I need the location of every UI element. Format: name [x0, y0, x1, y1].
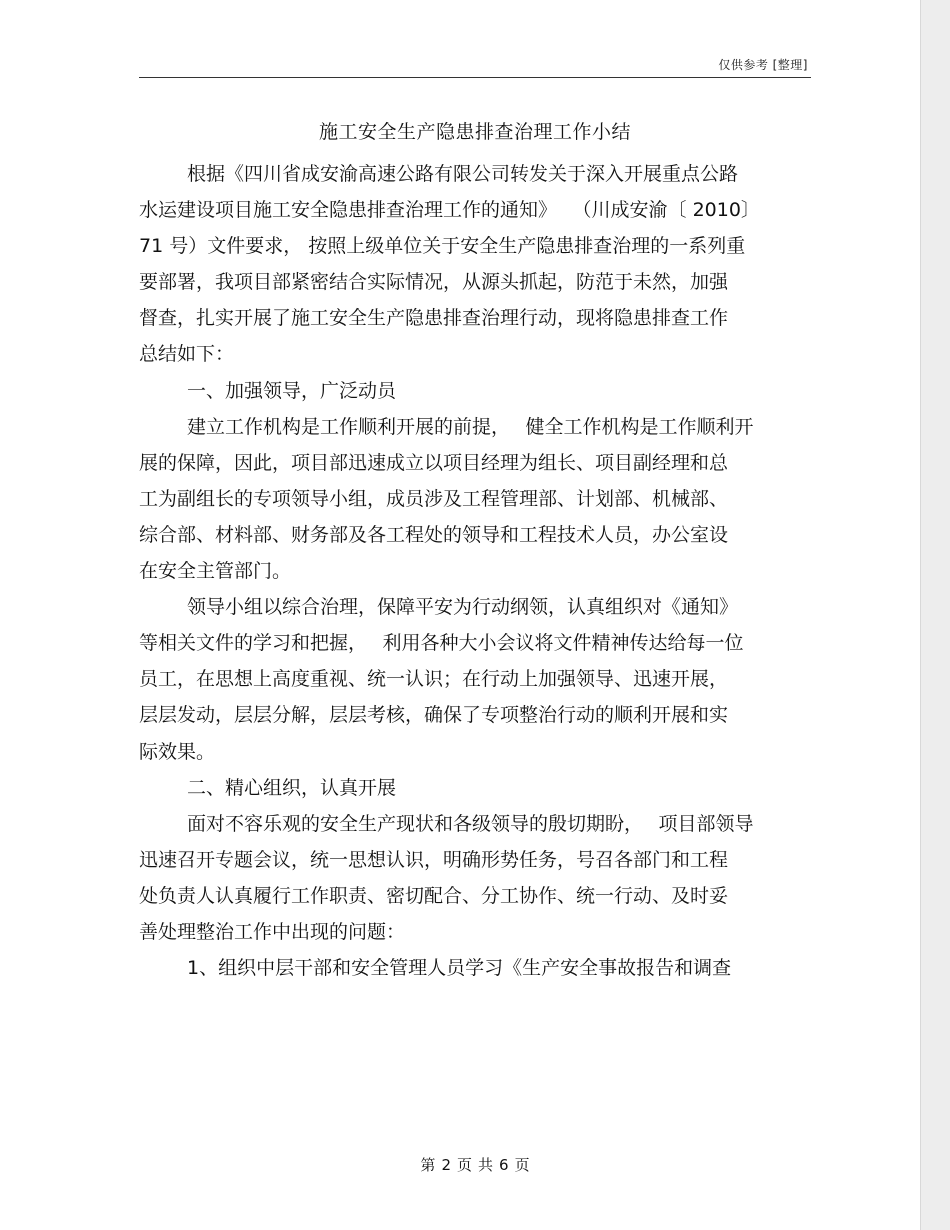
section-heading: 二、精心组织，认真开展 — [187, 776, 397, 799]
footer-suffix: 页 — [514, 1156, 530, 1174]
footer-page-number: 2 — [441, 1156, 451, 1174]
page-footer — [0, 1154, 950, 1175]
text-line: 迅速召开专题会议，统一思想认识，明确形势任务，号召各部门和工程 — [139, 848, 729, 871]
text-line: 根据《四川省成安渝高速公路有限公司转发关于深入开展重点公路 — [187, 163, 739, 185]
text-line: 71 号）文件要求， 按照上级单位关于安全生产隐患排查治理的一系列重 — [139, 235, 746, 258]
text-line: 面对不容乐观的安全生产现状和各级领导的殷切期盼， 项目部领导 — [187, 812, 754, 835]
text-line: 督查，扎实开展了施工安全生产隐患排查治理行动，现将隐患排查工作 — [139, 307, 729, 330]
text-line: 层层发动，层层分解，层层考核，确保了专项整治行动的顺利开展和实 — [139, 704, 729, 727]
text-line: 领导小组以综合治理，保障平安为行动纲领，认真组织对《通知》 — [187, 596, 739, 619]
text-line: 要部署，我项目部紧密结合实际情况，从源头抓起，防范于未然，加强 — [139, 271, 729, 294]
text-line: 际效果。 — [139, 740, 216, 763]
text-line: 工为副组长的专项领导小组，成员涉及工程管理部、计划部、机械部、 — [139, 487, 729, 510]
header-note: 仅供参考 [整理] — [718, 58, 808, 72]
header-rule — [139, 77, 811, 78]
text-line: 综合部、材料部、财务部及各工程处的领导和工程技术人员，办公室设 — [139, 523, 729, 546]
footer-page-word: 页 — [456, 1156, 472, 1174]
footer-prefix: 第 — [420, 1156, 436, 1174]
text-line: 员工，在思想上高度重视、统一认识；在行动上加强领导、迅速开展， — [139, 668, 729, 691]
text-line: 处负责人认真履行工作职责、密切配合、分工协作、统一行动、及时妥 — [139, 884, 729, 907]
document-body — [139, 156, 809, 986]
document-title: 施工安全生产隐患排查治理工作小结 — [318, 121, 631, 143]
text-line: 等相关文件的学习和把握， 利用各种大小会议将文件精神传达给每一位 — [139, 632, 744, 655]
text-line: 总结如下： — [139, 343, 235, 366]
section-heading: 一、加强领导，广泛动员 — [187, 379, 397, 402]
footer-total-word: 共 — [478, 1156, 494, 1174]
text-line: 水运建设项目施工安全隐患排查治理工作的通知》 （川成安渝〔 2010〕 — [139, 199, 760, 222]
footer-total-pages: 6 — [499, 1156, 509, 1174]
text-line: 展的保障，因此，项目部迅速成立以项目经理为组长、项目副经理和总 — [139, 451, 729, 474]
text-line: 建立工作机构是工作顺利开展的前提， 健全工作机构是工作顺利开 — [187, 415, 754, 438]
text-line: 善处理整治工作中出现的问题： — [139, 920, 406, 943]
text-line: 1、组织中层干部和安全管理人员学习《生产安全事故报告和调查 — [187, 957, 732, 980]
text-line: 在安全主管部门。 — [139, 560, 292, 583]
